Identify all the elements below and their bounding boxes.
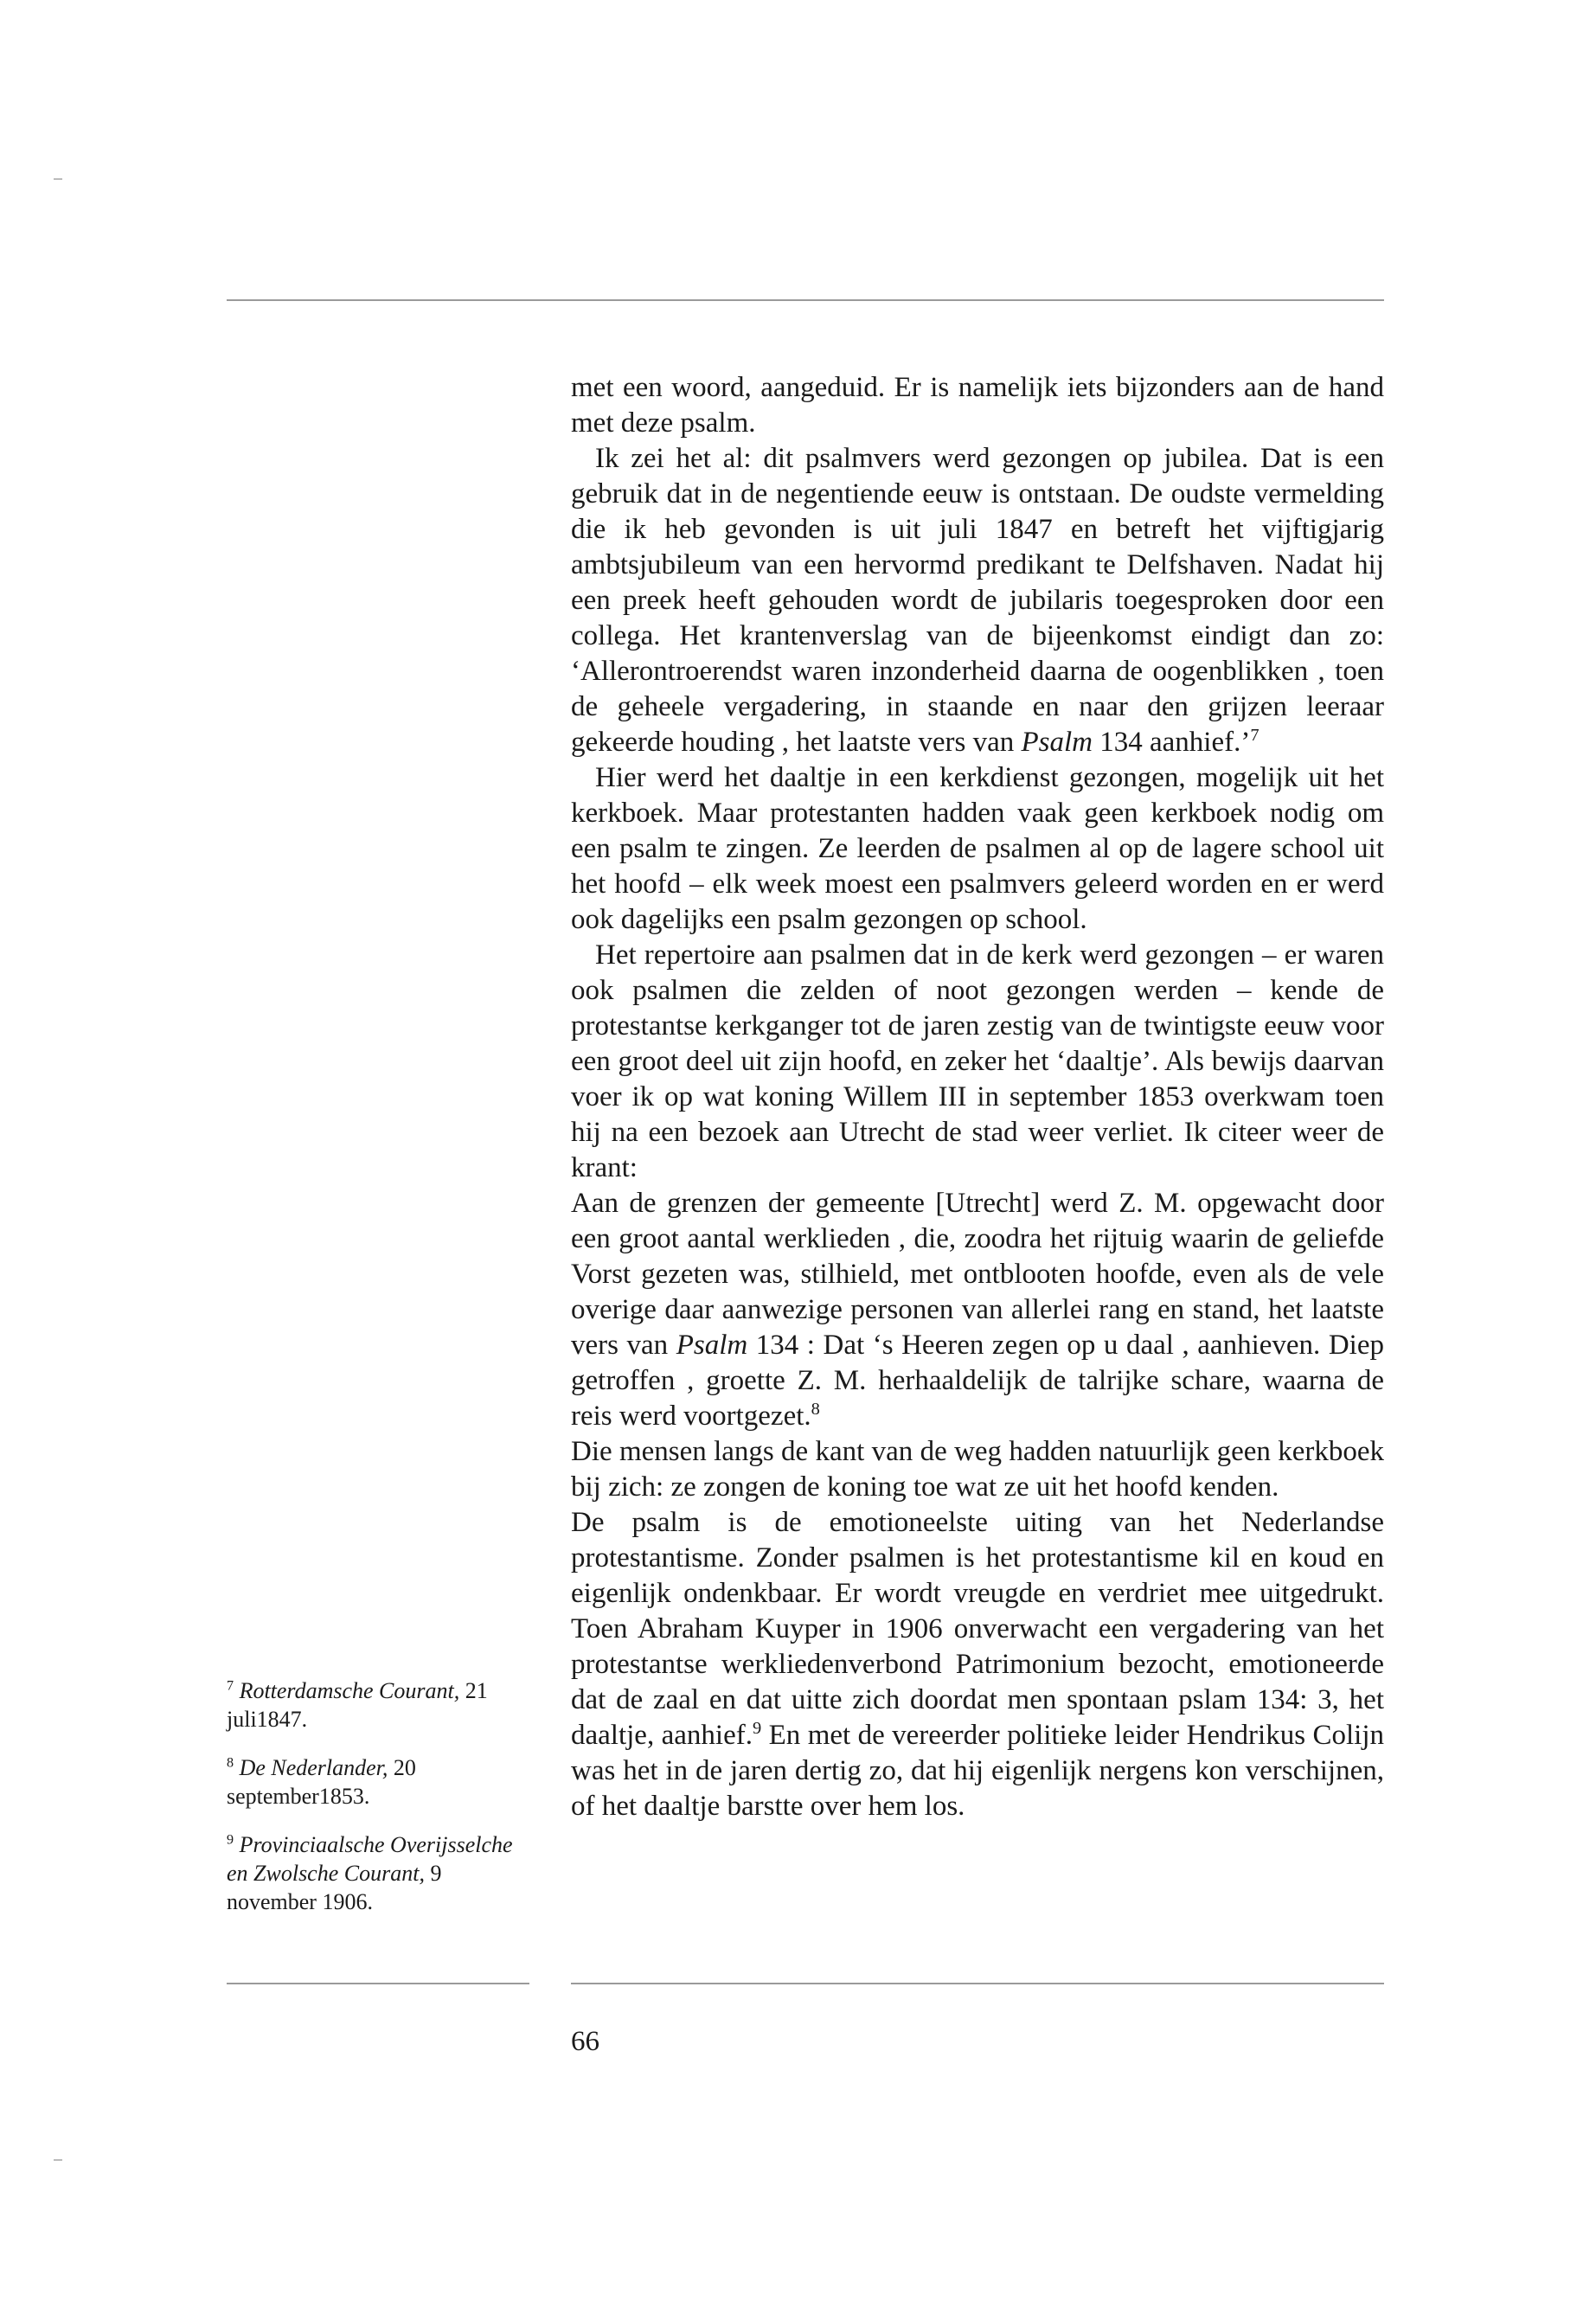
paragraph: Hier werd het daaltje in een kerkdienst gezongen, mogelijk uit het kerkboek. Maar protestanten hadden vaak geen kerkboek nodig om een psalm te zingen. Ze leerden de psalmen al op de lagere school uit het hoofd – elk week moest een psalmvers geleerd worden en er werd ook dagelijks een psalm gezongen op school. [571, 762, 1384, 935]
paragraph: Die mensen langs de kant van de weg hadden natuurlijk geen kerkboek bij zich: ze zongen de koning toe wat ze uit het hoofd kenden. [571, 1436, 1384, 1503]
footnotes [227, 1676, 529, 1936]
crop-mark [54, 2159, 62, 2161]
footnote-ref: 7 [1250, 726, 1259, 745]
crop-mark [54, 178, 62, 180]
block-quote: Aan de grenzen der gemeente [Utrecht] werd Z. M. opgewacht door een groot aantal werklieden , die, zoodra het rijtuig waarin de geliefde Vorst gezeten was, stilhield, met ontblooten hoofde, even als de vele overige daar aanwezige personen van allerlei rang en stand, het laatste vers van Psalm 134 : Dat ‘s Heeren zegen op u daal , aanhieven. Diep getroffen , groette Z. M. herhaaldelijk de talrijke schare, waarna de reis werd voortgezet.$^8$ [571, 1188, 1384, 1432]
top-rule [227, 299, 1384, 301]
footnote-ref: 9 [752, 1719, 762, 1738]
main-text [571, 370, 1384, 1824]
paragraph: Ik zei het al: dit psalmvers werd gezongen op jubilea. Dat is een gebruik dat in de negentiende eeuw is ontstaan. De oudste vermelding die ik heb gevonden is uit juli 1847 en betreft het vijftigjarig ambtsjubileum van een hervormd predikant te Delfshaven. Nadat hij een preek heeft gehouden wordt de jubilaris toegesproken door een collega. Het krantenverslag van de bijeenkomst eindigt dan zo: ‘Allerontroerendst waren inzonderheid daarna de oogenblikken , toen de geheele vergadering, in staande en naar den grijzen leeraar gekeerde houding , het laatste vers van Psalm 134 aanhief.’$^7$ [571, 443, 1384, 758]
page-number: 66 [571, 2026, 599, 2057]
bottom-rule [571, 1983, 1384, 1984]
paragraph: met een woord, aangeduid. Er is namelijk iets bijzonders aan de hand met deze psalm. [571, 372, 1384, 439]
footnote: $^7$ Rotterdamsche Courant, 21 juli1847. [227, 1678, 488, 1732]
footnote-rule [227, 1983, 529, 1984]
footnote: $^9$ Provinciaalsche Overijsselche en Zwolsche Courant, 9 november 1906. [227, 1832, 513, 1914]
paragraph: De psalm is de emotioneelste uiting van het Nederlandse protestantisme. Zonder psalmen is het protestantisme kil en koud en eigenlijk ondenkbaar. Er wordt vreugde en verdriet mee uitgedrukt. Toen Abraham Kuyper in 1906 onverwacht een vergadering van het protestantse werkliedenverbond Patrimonium bezocht, emotioneerde dat de zaal en dat uitte zich doordat men spontaan pslam 134: 3, het daaltje, aanhief.$^9$ En met de vereerder politieke leider Hendrikus Colijn was het in de jaren dertig zo, dat hij eigenlijk nergens kon verschijnen, of het daaltje barstte over hem los. [571, 1507, 1384, 1822]
footnote: $^8$ De Nederlander, 20 september1853. [227, 1755, 416, 1809]
paragraph: Het repertoire aan psalmen dat in de kerk werd gezongen – er waren ook psalmen die zelden of noot gezongen werden – kende de protestantse kerkganger tot de jaren zestig van de twintigste eeuw voor een groot deel uit zijn hoofd, en zeker het ‘daaltje’. Als bewijs daarvan voer ik op wat koning Willem III in september 1853 overkwam toen hij na een bezoek aan Utrecht de stad weer verliet. Ik citeer weer de krant: [571, 939, 1384, 1183]
footnote-ref: 8 [811, 1400, 820, 1419]
